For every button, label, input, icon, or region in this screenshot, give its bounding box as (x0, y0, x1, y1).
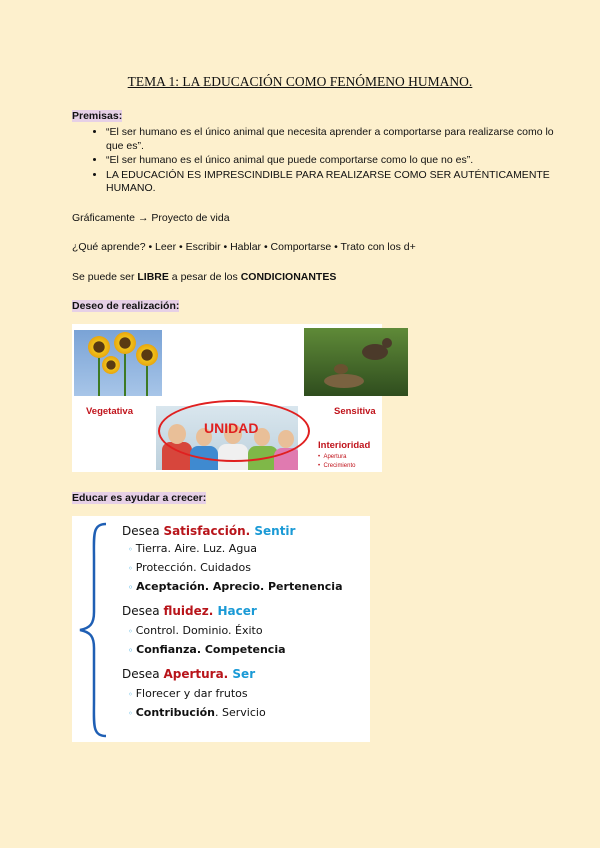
group-ser-heading: Desea Apertura. Ser (122, 667, 256, 681)
group-hacer-heading: Desea fluidez. Hacer (122, 604, 257, 618)
bird-nest-image (304, 328, 408, 396)
crecer-diagram (72, 516, 370, 742)
list-item: ◦ Aceptación. Aprecio. Pertenencia (128, 580, 343, 593)
list-item: ◦ Protección. Cuidados (128, 561, 251, 574)
sensitiva-label: Sensitiva (334, 406, 376, 417)
list-item: ◦ Control. Dominio. Éxito (128, 624, 263, 637)
realizacion-diagram (72, 324, 382, 472)
deseo-heading: Deseo de realización: (72, 300, 180, 312)
libre-line: Se puede ser LIBRE a pesar de los CONDICIONANTES (72, 271, 337, 283)
list-item: • “El ser humano es el único animal que necesita aprender a comportarse para realizarse como lo que es”. (106, 126, 566, 153)
list-item: • LA EDUCACIÓN ES IMPRESCINDIBLE PARA REALIZARSE COMO SER AUTÉNTICAMENTE HUMANO. (106, 169, 566, 196)
educar-heading: Educar es ayudar a crecer: (72, 492, 207, 504)
group-sentir-heading: Desea Satisfacción. Sentir (122, 524, 296, 538)
page-title: TEMA 1: LA EDUCACIÓN COMO FENÓMENO HUMANO. (127, 74, 473, 89)
unidad-label: UNIDAD (204, 420, 259, 436)
vegetativa-label: Vegetativa (86, 406, 133, 417)
list-item: • “El ser humano es el único animal que puede comportarse como lo que no es”. (106, 154, 566, 168)
premisas-list (72, 126, 566, 197)
aprende-line: ¿Qué aprende? • Leer • Escribir • Hablar • Comportarse • Trato con los d+ (72, 241, 416, 253)
premisas-heading: Premisas: (72, 110, 123, 122)
grafica-line: Gráficamente → Proyecto de vida (72, 212, 230, 224)
list-item: ◦ Contribución. Servicio (128, 706, 266, 719)
list-item: ◦ Tierra. Aire. Luz. Agua (128, 542, 258, 555)
crecimiento-label: • Crecimiento (318, 463, 356, 469)
sunflower-image (74, 330, 162, 396)
list-item: ◦ Florecer y dar frutos (128, 687, 248, 700)
curly-brace-icon (76, 520, 110, 740)
apertura-label: • Apertura (318, 454, 347, 460)
list-item: ◦ Confianza. Competencia (128, 643, 286, 656)
interioridad-label: Interioridad (318, 440, 371, 451)
